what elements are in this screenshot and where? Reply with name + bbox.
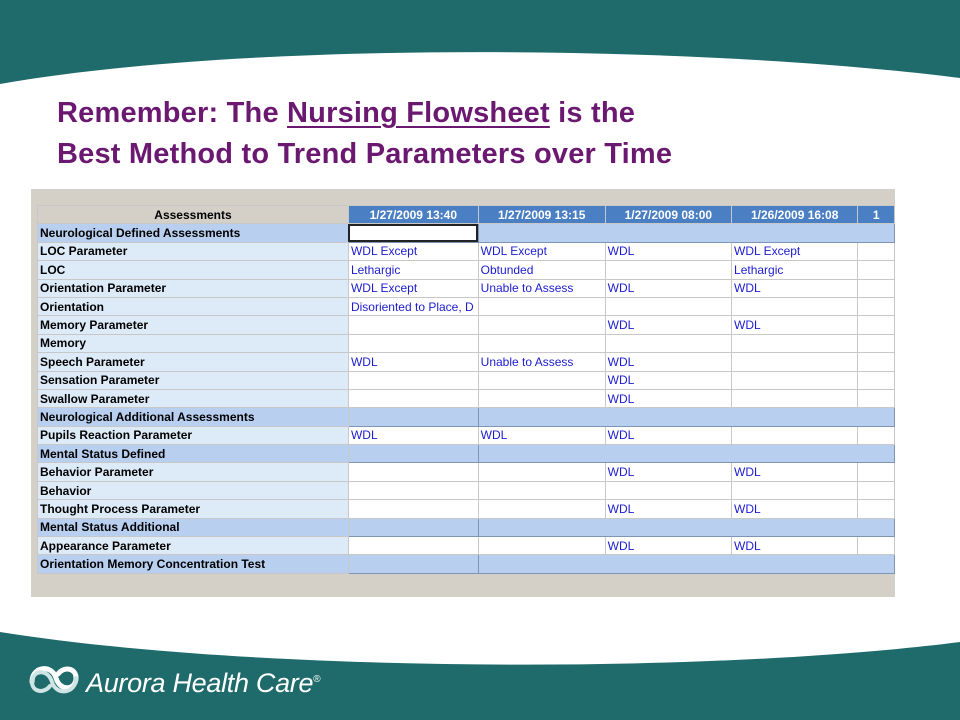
aurora-loop-icon xyxy=(28,660,80,700)
flowsheet-table xyxy=(37,205,895,574)
table-cell[interactable] xyxy=(478,334,605,352)
table-cell[interactable] xyxy=(605,261,731,279)
table-cell[interactable]: WDL xyxy=(605,371,731,389)
table-cell[interactable] xyxy=(478,481,605,499)
group-cell[interactable] xyxy=(478,445,894,463)
table-row[interactable] xyxy=(38,389,895,407)
table-cell[interactable] xyxy=(348,481,478,499)
table-cell[interactable]: WDL xyxy=(732,279,858,297)
table-cell[interactable]: Obtunded xyxy=(478,261,605,279)
table-cell[interactable] xyxy=(478,537,605,555)
table-cell[interactable] xyxy=(605,334,731,352)
table-cell[interactable]: WDL Except xyxy=(348,279,478,297)
group-cell[interactable] xyxy=(478,224,894,242)
date-column-header[interactable]: 1/27/2009 08:00 xyxy=(605,206,731,224)
title-line-2: Best Method to Trend Parameters over Time xyxy=(57,138,673,170)
table-cell[interactable] xyxy=(732,371,858,389)
table-cell[interactable] xyxy=(732,426,858,444)
table-cell[interactable] xyxy=(348,334,478,352)
table-row[interactable] xyxy=(38,463,895,481)
table-cell[interactable] xyxy=(858,481,895,499)
table-row[interactable] xyxy=(38,261,895,279)
selected-cell[interactable] xyxy=(348,224,478,242)
table-cell[interactable] xyxy=(478,500,605,518)
table-cell[interactable]: Disoriented to Place, D xyxy=(348,297,478,315)
brand-name-text: Aurora Health Care xyxy=(86,668,314,698)
group-cell[interactable] xyxy=(478,518,894,536)
table-cell[interactable] xyxy=(732,334,858,352)
table-cell[interactable] xyxy=(478,389,605,407)
group-cell[interactable] xyxy=(348,518,478,536)
table-cell[interactable]: WDL xyxy=(605,353,731,371)
table-cell[interactable] xyxy=(732,297,858,315)
table-cell[interactable]: Lethargic xyxy=(732,261,858,279)
table-row[interactable] xyxy=(38,334,895,352)
table-cell[interactable]: WDL xyxy=(478,426,605,444)
table-cell[interactable] xyxy=(858,316,895,334)
table-row[interactable] xyxy=(38,371,895,389)
table-cell[interactable] xyxy=(732,389,858,407)
row-label[interactable]: Pupils Reaction Parameter xyxy=(38,426,349,444)
row-label[interactable]: Sensation Parameter xyxy=(38,371,349,389)
row-label[interactable]: LOC xyxy=(38,261,349,279)
table-cell[interactable] xyxy=(348,537,478,555)
table-cell[interactable] xyxy=(348,463,478,481)
table-cell[interactable]: WDL xyxy=(605,426,731,444)
title-text-end: is the xyxy=(549,97,636,129)
table-cell[interactable] xyxy=(478,316,605,334)
row-label[interactable]: Swallow Parameter xyxy=(38,389,349,407)
table-cell[interactable]: WDL xyxy=(732,537,858,555)
table-row[interactable] xyxy=(38,279,895,297)
table-row[interactable] xyxy=(38,481,895,499)
table-cell[interactable] xyxy=(858,500,895,518)
assessments-column-header[interactable]: Assessments xyxy=(38,206,349,224)
table-cell[interactable]: WDL xyxy=(605,279,731,297)
table-row[interactable] xyxy=(38,537,895,555)
table-cell[interactable]: WDL xyxy=(605,537,731,555)
group-label[interactable]: Neurological Additional Assessments xyxy=(38,408,349,426)
table-cell[interactable] xyxy=(858,353,895,371)
slide-title xyxy=(57,93,917,175)
table-cell[interactable] xyxy=(478,463,605,481)
table-cell[interactable]: WDL xyxy=(605,242,731,260)
table-cell[interactable] xyxy=(858,371,895,389)
table-cell[interactable]: WDL xyxy=(348,426,478,444)
group-cell[interactable] xyxy=(348,555,478,573)
table-row[interactable] xyxy=(38,297,895,315)
table-cell[interactable] xyxy=(605,481,731,499)
table-row[interactable] xyxy=(38,242,895,260)
table-cell[interactable] xyxy=(478,297,605,315)
table-cell[interactable]: Unable to Assess xyxy=(478,353,605,371)
table-row[interactable] xyxy=(38,500,895,518)
table-cell[interactable]: WDL xyxy=(605,316,731,334)
flowsheet-grid xyxy=(31,189,895,597)
date-column-header[interactable]: 1 xyxy=(858,206,895,224)
table-cell[interactable] xyxy=(858,242,895,260)
row-label[interactable]: Behavior Parameter xyxy=(38,463,349,481)
group-label[interactable]: Orientation Memory Concentration Test xyxy=(38,555,349,573)
group-cell[interactable] xyxy=(478,408,894,426)
table-cell[interactable] xyxy=(858,279,895,297)
table-cell[interactable]: WDL xyxy=(732,500,858,518)
table-cell[interactable] xyxy=(732,353,858,371)
brand-name xyxy=(86,668,320,699)
table-cell[interactable]: WDL Except xyxy=(732,242,858,260)
row-label[interactable]: Thought Process Parameter xyxy=(38,500,349,518)
date-column-header[interactable]: 1/27/2009 13:40 xyxy=(348,206,478,224)
title-underlined-term: Nursing Flowsheet xyxy=(287,97,550,129)
group-row[interactable] xyxy=(38,518,895,536)
group-label[interactable]: Neurological Defined Assessments xyxy=(38,224,349,242)
row-label[interactable]: Orientation Parameter xyxy=(38,279,349,297)
table-cell[interactable]: WDL xyxy=(605,500,731,518)
row-label[interactable]: Appearance Parameter xyxy=(38,537,349,555)
group-row[interactable] xyxy=(38,445,895,463)
table-cell[interactable] xyxy=(858,297,895,315)
group-label[interactable]: Mental Status Additional xyxy=(38,518,349,536)
group-row[interactable] xyxy=(38,224,895,242)
row-label[interactable]: Speech Parameter xyxy=(38,353,349,371)
table-row[interactable] xyxy=(38,426,895,444)
table-cell[interactable]: Unable to Assess xyxy=(478,279,605,297)
table-cell[interactable] xyxy=(858,389,895,407)
table-cell[interactable]: WDL xyxy=(605,389,731,407)
table-cell[interactable] xyxy=(858,261,895,279)
group-cell[interactable] xyxy=(478,555,894,573)
row-label[interactable]: Memory xyxy=(38,334,349,352)
table-row[interactable] xyxy=(38,316,895,334)
date-column-header[interactable]: 1/26/2009 16:08 xyxy=(732,206,858,224)
table-row[interactable] xyxy=(38,353,895,371)
group-row[interactable] xyxy=(38,555,895,573)
table-cell[interactable]: WDL Except xyxy=(348,242,478,260)
row-label[interactable]: LOC Parameter xyxy=(38,242,349,260)
table-cell[interactable] xyxy=(348,500,478,518)
table-cell[interactable]: WDL xyxy=(348,353,478,371)
row-label[interactable]: Orientation xyxy=(38,297,349,315)
aurora-logo xyxy=(28,660,428,710)
group-cell[interactable] xyxy=(348,408,478,426)
table-cell[interactable]: WDL Except xyxy=(478,242,605,260)
table-cell[interactable] xyxy=(348,371,478,389)
table-cell[interactable]: WDL xyxy=(732,316,858,334)
flowsheet-header-row xyxy=(38,206,895,224)
registered-mark: ® xyxy=(313,674,321,685)
table-cell[interactable]: WDL xyxy=(732,463,858,481)
table-cell[interactable]: Lethargic xyxy=(348,261,478,279)
table-cell[interactable] xyxy=(348,389,478,407)
table-cell[interactable] xyxy=(858,537,895,555)
table-cell[interactable] xyxy=(348,316,478,334)
table-cell[interactable] xyxy=(605,297,731,315)
title-text-start: Remember: The xyxy=(57,97,288,129)
table-cell[interactable] xyxy=(858,426,895,444)
row-label[interactable]: Memory Parameter xyxy=(38,316,349,334)
group-row[interactable] xyxy=(38,408,895,426)
table-cell[interactable] xyxy=(732,481,858,499)
flowsheet-body xyxy=(38,224,895,573)
date-column-header[interactable]: 1/27/2009 13:15 xyxy=(478,206,605,224)
table-cell[interactable] xyxy=(858,463,895,481)
group-cell[interactable] xyxy=(348,445,478,463)
row-label[interactable]: Behavior xyxy=(38,481,349,499)
table-cell[interactable]: WDL xyxy=(605,463,731,481)
table-cell[interactable] xyxy=(858,334,895,352)
group-label[interactable]: Mental Status Defined xyxy=(38,445,349,463)
table-cell[interactable] xyxy=(478,371,605,389)
